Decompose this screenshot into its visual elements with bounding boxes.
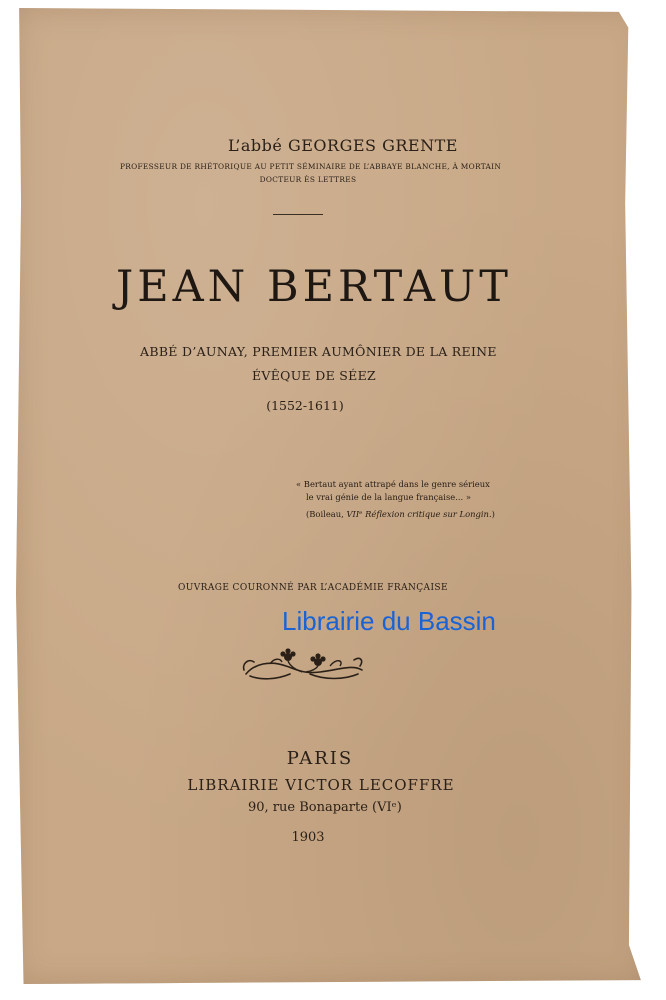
epigraph-source — [306, 509, 495, 519]
publication-city: PARIS — [286, 748, 354, 769]
book-title: JEAN BERTAUT — [116, 262, 512, 312]
publication-year: 1903 — [291, 830, 325, 845]
subtitle-line1: ABBÉ D’AUNAY, PREMIER AUMÔNIER DE LA REINE — [140, 344, 497, 359]
epigraph-source-suffix: ) — [491, 509, 495, 519]
author-title-line1: PROFESSEUR DE RHÉTORIQUE AU PETIT SÉMINAIRE DE L’ABBAYE BLANCHE, À MORTAIN — [120, 162, 502, 171]
epigraph-source-prefix: (Boileau, — [306, 509, 344, 519]
award-line: OUVRAGE COURONNÉ PAR L’ACADÉMIE FRANÇAISE — [178, 583, 448, 593]
author-line — [228, 136, 458, 155]
life-dates: (1552-1611) — [266, 398, 344, 413]
floral-ornament-icon — [240, 644, 366, 684]
author-name: GEORGES GRENTE — [287, 136, 458, 155]
publisher-name: LIBRAIRIE VICTOR LECOFFRE — [187, 776, 455, 794]
bookseller-watermark: Librairie du Bassin — [282, 606, 496, 636]
subtitle-line2: ÉVÊQUE DE SÉEZ — [252, 368, 376, 383]
author-title-line2: DOCTEUR ÈS LETTRES — [259, 175, 357, 184]
epigraph-line1: « Bertaut ayant attrapé dans le genre sérieux — [296, 479, 490, 489]
epigraph-line2: le vrai génie de la langue française... » — [306, 492, 472, 502]
epigraph-source-title: VIIᵉ Réflexion critique sur Longin. — [346, 509, 492, 519]
publisher-address: 90, rue Bonaparte (VIᵉ) — [248, 800, 402, 815]
divider — [273, 214, 323, 215]
author-prefix: L’abbé — [228, 136, 283, 155]
